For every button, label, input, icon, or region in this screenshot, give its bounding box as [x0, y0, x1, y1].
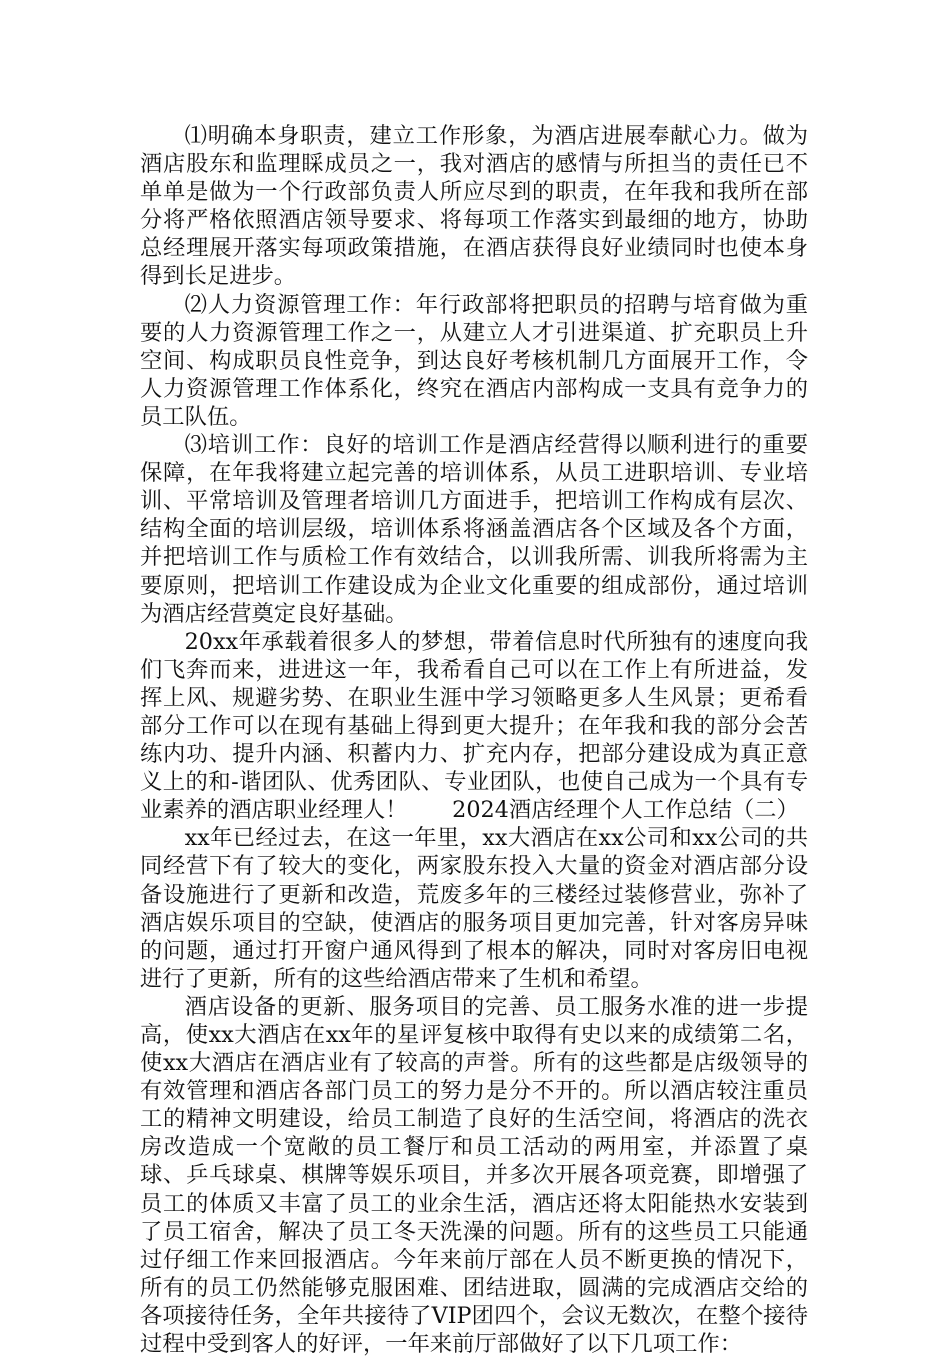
paragraph-new-year-outlook [140, 628, 808, 825]
paragraph-responsibility: ⑴明确本身职责，建立工作形象，为酒店进展奉献心力。做为酒店股东和监理睬成员之一，我对酒店的感情与所担当的责任已不单单是做为一个行政部负责人所应尽到的职责，在年我和我所在部分将严格依照酒店领导要求、将每项工作落实到最细的地方，协助总经理展开落实每项政策措施，在酒店获得良好业绩同时也使本身得到长足进步。 [140, 123, 808, 290]
document-body [140, 122, 808, 1358]
paragraph-achievements: 酒店设备的更新、服务项目的完善、员工服务水准的进一步提高，使xx大酒店在xx年的星评复核中取得有史以来的成绩第二名，使xx大酒店在酒店业有了较高的声誉。所有的这些都是店级领导的有效管理和酒店各部门员工的努力是分不开的。所以酒店较注重员工的精神文明建设，给员工制造了良好的生活空间，将酒店的洗衣房改造成一个宽敞的员工餐厅和员工活动的两用室，并添置了桌球、乒乓球桌、棋牌等娱乐项目，并多次开展各项竞赛，即增强了员工的体质又丰富了员工的业余生活，酒店还将太阳能热水安装到了员工宿舍，解决了员工冬天洗澡的问题。所有的这些员工只能通过仔细工作来回报酒店。今年来前厅部在人员不断更换的情况下，所有的员工仍然能够克服困难、团结进取，圆满的完成酒店交给的各项接待任务，全年共接待了VIP团四个，会议无数次，在整个接待过程中受到客人的好评，一年来前厅部做好了以下几项工作： [140, 993, 808, 1358]
paragraph-year-review: xx年已经过去，在这一年里，xx大酒店在xx公司和xx公司的共同经营下有了较大的变化，两家股东投入大量的资金对酒店部分设备设施进行了更新和改造，荒废多年的三楼经过装修营业，弥补了酒店娱乐项目的空缺，使酒店的服务项目更加完善，针对客房异味的问题，通过打开窗户通风得到了根本的解决，同时对客房旧电视进行了更新，所有的这些给酒店带来了生机和希望。 [140, 825, 808, 992]
paragraph-hr-management: ⑵人力资源管理工作：年行政部将把职员的招聘与培育做为重要的人力资源管理工作之一，从建立人才引进渠道、扩充职员上升空间、构成职员良性竞争，到达良好考核机制几方面展开工作，令人力资源管理工作体系化，终究在酒店内部构成一支具有竞争力的员工队伍。 [140, 291, 808, 430]
section-title: 2024酒店经理个人工作总结（二） [452, 797, 799, 824]
paragraph-new-year-text: 20xx年承载着很多人的梦想，带着信息时代所独有的速度向我们飞奔而来，进进这一年，我希看自己可以在工作上有所进益，发挥上风、规避劣势、在职业生涯中学习领略更多人生风景；更希看部分工作可以在现有基础上得到更大提升；在年我和我的部分会苦练内功、提升内涵、积蓄内力、扩充内存，把部分建设成为真正意义上的和-谐团队、优秀团队、专业团队，也使自己成为一个具有专业素养的酒店职业经理人！ [140, 628, 808, 824]
paragraph-training: ⑶培训工作：良好的培训工作是酒店经营得以顺利进行的重要保障，在年我将建立起完善的培训体系，从员工进职培训、专业培训、平常培训及管理者培训几方面进手，把培训工作构成有层次、结构全面的培训层级，培训体系将涵盖酒店各个区域及各个方面，并把培训工作与质检工作有效结合，以训我所需、训我所将需为主要原则，把培训工作建设成为企业文化重要的组成部份，通过培训为酒店经营奠定良好基础。 [140, 432, 808, 627]
